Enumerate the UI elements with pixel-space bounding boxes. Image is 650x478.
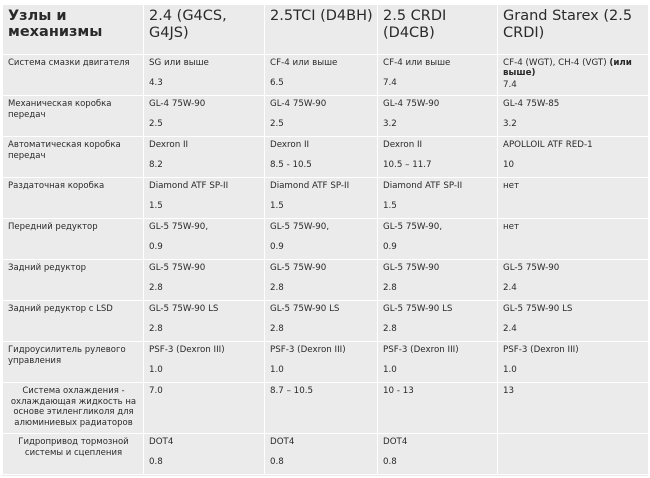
table-cell xyxy=(265,178,378,219)
table-cell xyxy=(265,301,378,342)
cell-spec xyxy=(270,386,373,396)
cell-spec-text: GL-5 75W-90 LS xyxy=(270,304,340,314)
cell-volume: 0.9 xyxy=(270,242,284,252)
table-cell xyxy=(498,178,649,219)
cell-spec-text: Diamond ATF SP-II xyxy=(270,181,350,191)
cell-spec-text: Dexron II xyxy=(270,140,310,150)
cell-spec xyxy=(383,304,493,314)
cell-volume: 2.4 xyxy=(503,324,517,334)
cell-spec-text: PSF-3 (Dexron III) xyxy=(503,345,579,355)
cell-volume: 3.2 xyxy=(503,119,517,129)
cell-spec-text: GL-4 75W-90 xyxy=(270,99,327,109)
header-engine-d4cb: 2.5 CRDI (D4CB) xyxy=(378,5,498,55)
cell-volume: 1.5 xyxy=(149,201,163,211)
cell-spec xyxy=(383,140,493,150)
table-cell xyxy=(498,383,649,434)
table-cell xyxy=(378,260,498,301)
header-engine-d4bh: 2.5TCI (D4BH) xyxy=(265,5,378,55)
cell-spec xyxy=(503,99,644,109)
cell-spec-text: GL-5 75W-90, xyxy=(270,222,330,232)
cell-volume: 2.8 xyxy=(383,324,397,334)
cell-spec xyxy=(383,386,493,396)
cell-volume: 10 xyxy=(503,160,515,170)
cell-spec-text: CF-4 (WGT), CH-4 (VGT) xyxy=(503,58,607,68)
cell-spec xyxy=(383,437,493,447)
cell-spec xyxy=(149,304,260,314)
cell-spec xyxy=(270,345,373,355)
cell-volume: 2.5 xyxy=(270,119,284,129)
table-cell xyxy=(144,342,265,383)
table-row xyxy=(3,260,649,301)
cell-spec xyxy=(503,58,644,78)
cell-spec-text: GL-5 75W-90 LS xyxy=(149,304,219,314)
table-cell xyxy=(144,137,265,178)
table-cell xyxy=(498,137,649,178)
table-row xyxy=(3,137,649,178)
cell-spec-text: GL-5 75W-90 xyxy=(503,263,560,273)
cell-spec-text: GL-4 75W-90 xyxy=(149,99,206,109)
table-cell xyxy=(498,434,649,475)
table-cell xyxy=(144,55,265,96)
table-cell xyxy=(265,342,378,383)
table-cell xyxy=(144,383,265,434)
cell-volume: 4.3 xyxy=(149,78,163,88)
cell-volume: 2.5 xyxy=(149,119,163,129)
cell-spec-text: DOT4 xyxy=(383,437,408,447)
table-cell xyxy=(144,434,265,475)
cell-spec-text: GL-5 75W-90 xyxy=(270,263,327,273)
table-cell xyxy=(144,178,265,219)
cell-spec-text: DOT4 xyxy=(149,437,174,447)
cell-spec xyxy=(503,386,644,396)
cell-volume: 0.8 xyxy=(383,457,397,467)
cell-spec xyxy=(383,58,493,68)
table-cell xyxy=(265,260,378,301)
cell-spec-text: GL-5 75W-90, xyxy=(383,222,443,232)
cell-spec xyxy=(149,222,260,232)
cell-spec-text: 7.0 xyxy=(149,386,163,396)
cell-spec-text: PSF-3 (Dexron III) xyxy=(270,345,346,355)
row-label: Система охлаждения - охлаждающая жидкость на основе этиленгликоля для алюминиевых радиаторов xyxy=(3,383,144,434)
cell-spec xyxy=(149,437,260,447)
cell-spec xyxy=(383,99,493,109)
cell-volume: 0.8 xyxy=(270,457,284,467)
cell-spec xyxy=(270,58,373,68)
cell-volume: 1.0 xyxy=(149,365,163,375)
cell-spec xyxy=(503,140,644,150)
cell-volume: 0.8 xyxy=(149,457,163,467)
cell-spec xyxy=(383,181,493,191)
table-cell xyxy=(378,434,498,475)
cell-volume: 0.9 xyxy=(383,242,397,252)
cell-spec xyxy=(149,386,260,396)
table-cell xyxy=(378,342,498,383)
row-label: Система смазки двигателя xyxy=(3,55,144,96)
cell-spec xyxy=(270,99,373,109)
cell-spec-text: Dexron II xyxy=(383,140,423,150)
cell-spec xyxy=(503,181,644,191)
cell-spec-text: GL-4 75W-85 xyxy=(503,99,560,109)
row-label: Раздаточная коробка xyxy=(3,178,144,219)
cell-spec-text: GL-5 75W-90 LS xyxy=(503,304,573,314)
header-units: Узлы и механизмы xyxy=(3,5,144,55)
cell-volume: 0.9 xyxy=(149,242,163,252)
table-row xyxy=(3,96,649,137)
cell-spec-text: GL-5 75W-90 xyxy=(383,263,440,273)
table-cell xyxy=(378,137,498,178)
table-row xyxy=(3,55,649,96)
table-cell xyxy=(265,219,378,260)
cell-spec xyxy=(503,304,644,314)
row-label: Задний редуктор с LSD xyxy=(3,301,144,342)
cell-volume: 2.8 xyxy=(270,324,284,334)
table-row xyxy=(3,383,649,434)
cell-volume: 2.8 xyxy=(149,324,163,334)
table-cell xyxy=(265,434,378,475)
row-label: Гидроусилитель рулевого управления xyxy=(3,342,144,383)
table-cell xyxy=(144,301,265,342)
table-cell xyxy=(265,383,378,434)
cell-spec xyxy=(270,437,373,447)
cell-spec-text: 13 xyxy=(503,386,515,396)
cell-spec xyxy=(383,345,493,355)
row-label: Автоматическая коробка передач xyxy=(3,137,144,178)
cell-spec-text: Diamond ATF SP-II xyxy=(149,181,229,191)
cell-spec xyxy=(149,263,260,273)
table-cell xyxy=(144,96,265,137)
table-row xyxy=(3,178,649,219)
header-grand-starex: Grand Starex (2.5 CRDI) xyxy=(498,5,649,55)
table-cell xyxy=(265,96,378,137)
fluids-table xyxy=(2,4,649,475)
table-cell xyxy=(498,219,649,260)
cell-spec-text: GL-5 75W-90 xyxy=(149,263,206,273)
table-row xyxy=(3,342,649,383)
cell-spec xyxy=(149,58,260,68)
table-cell xyxy=(378,219,498,260)
cell-volume: 1.0 xyxy=(270,365,284,375)
cell-spec-text: PSF-3 (Dexron III) xyxy=(149,345,225,355)
table-cell xyxy=(144,219,265,260)
cell-spec-text: PSF-3 (Dexron III) xyxy=(383,345,459,355)
table-row xyxy=(3,434,649,475)
cell-spec xyxy=(270,140,373,150)
table-cell xyxy=(498,96,649,137)
cell-volume: 7.4 xyxy=(383,78,397,88)
table-cell xyxy=(378,383,498,434)
cell-spec-text: Diamond ATF SP-II xyxy=(383,181,463,191)
cell-spec-bold: (или выше) xyxy=(503,58,632,78)
table-cell xyxy=(378,301,498,342)
table-cell xyxy=(498,342,649,383)
table-cell xyxy=(378,178,498,219)
cell-volume: 3.2 xyxy=(383,119,397,129)
table-cell xyxy=(144,260,265,301)
cell-volume: 2.8 xyxy=(270,283,284,293)
row-label: Механическая коробка передач xyxy=(3,96,144,137)
cell-volume: 2.8 xyxy=(383,283,397,293)
cell-spec-text: GL-5 75W-90 LS xyxy=(383,304,453,314)
cell-spec-text: 8.7 – 10.5 xyxy=(270,386,314,396)
table-cell xyxy=(498,301,649,342)
row-label: Задний редуктор xyxy=(3,260,144,301)
table-header-row xyxy=(3,5,649,55)
cell-volume: 8.2 xyxy=(149,160,163,170)
cell-spec xyxy=(149,345,260,355)
cell-volume: 1.5 xyxy=(383,201,397,211)
cell-spec-text: нет xyxy=(503,222,520,232)
cell-spec xyxy=(270,222,373,232)
table-cell xyxy=(378,96,498,137)
cell-volume: 1.0 xyxy=(383,365,397,375)
cell-spec-text: нет xyxy=(503,181,520,191)
table-row xyxy=(3,219,649,260)
table-row xyxy=(3,301,649,342)
cell-spec-text: GL-4 75W-90 xyxy=(383,99,440,109)
cell-spec-text: CF-4 или выше xyxy=(383,58,451,68)
cell-spec-text: 10 - 13 xyxy=(383,386,414,396)
cell-spec-text: DOT4 xyxy=(270,437,295,447)
cell-volume: 8.5 - 10.5 xyxy=(270,160,312,170)
cell-spec xyxy=(503,222,644,232)
row-label: Гидропривод тормозной системы и сцепления xyxy=(3,434,144,475)
row-label: Передний редуктор xyxy=(3,219,144,260)
cell-spec xyxy=(503,345,644,355)
cell-volume: 2.4 xyxy=(503,283,517,293)
table-cell xyxy=(265,137,378,178)
table-cell xyxy=(265,55,378,96)
cell-spec xyxy=(149,140,260,150)
fluids-spec-sheet xyxy=(2,4,648,476)
table-cell xyxy=(498,55,649,96)
cell-spec-text: APOLLOIL ATF RED-1 xyxy=(503,140,593,150)
cell-spec-text: GL-5 75W-90, xyxy=(149,222,209,232)
cell-spec-text: CF-4 или выше xyxy=(270,58,338,68)
cell-volume: 2.8 xyxy=(149,283,163,293)
cell-volume: 1.0 xyxy=(503,365,517,375)
cell-spec xyxy=(383,263,493,273)
cell-volume: 1.5 xyxy=(270,201,284,211)
cell-volume: 10.5 – 11.7 xyxy=(383,160,432,170)
table-cell xyxy=(498,260,649,301)
table-cell xyxy=(378,55,498,96)
cell-spec xyxy=(149,181,260,191)
cell-volume: 6.5 xyxy=(270,78,284,88)
cell-spec-text: Dexron II xyxy=(149,140,189,150)
cell-spec xyxy=(270,263,373,273)
cell-spec xyxy=(149,99,260,109)
cell-spec xyxy=(503,263,644,273)
cell-spec xyxy=(383,222,493,232)
cell-spec-text: SG или выше xyxy=(149,58,209,68)
cell-spec xyxy=(270,304,373,314)
cell-spec xyxy=(270,181,373,191)
cell-volume: 7.4 xyxy=(503,80,517,90)
header-engine-g4cs: 2.4 (G4CS, G4JS) xyxy=(144,5,265,55)
